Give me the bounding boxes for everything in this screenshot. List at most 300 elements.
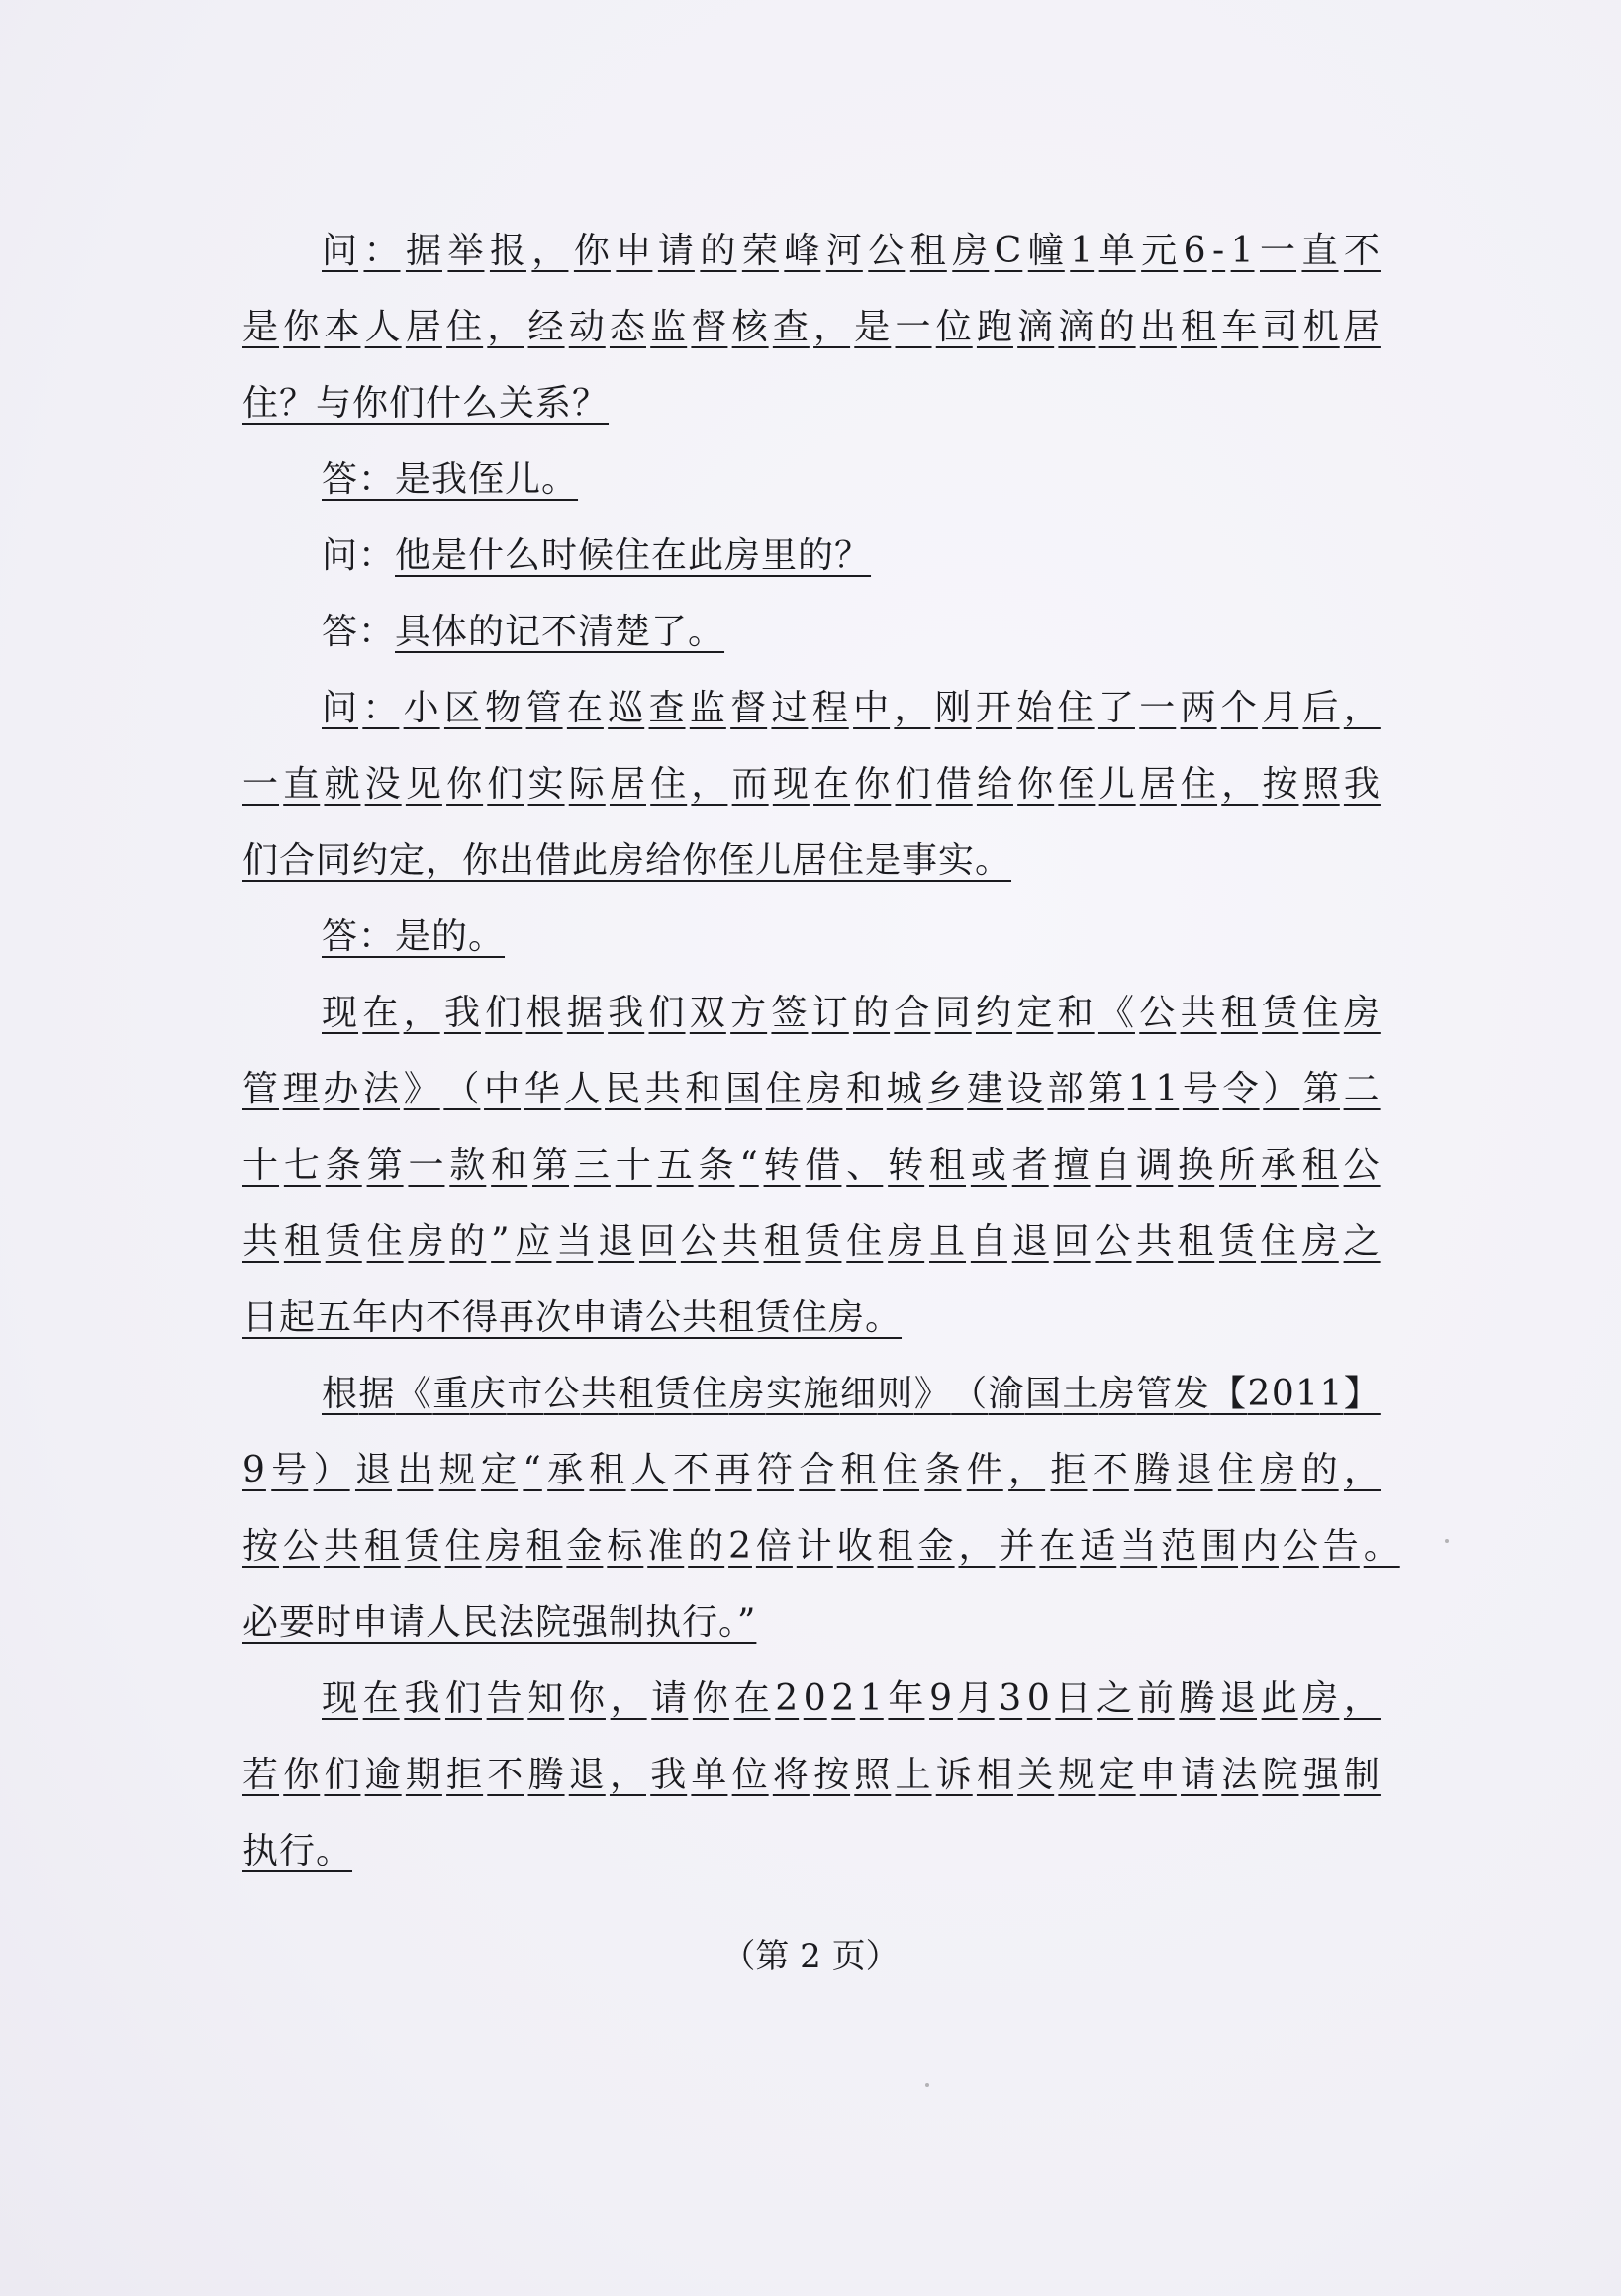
text-glyph: 赁 [805, 1221, 842, 1262]
text-glyph: 共 [323, 1526, 360, 1567]
question-3-line-3: 们合同约定，你出借此房给你侄儿居住是事实。 [242, 840, 1012, 881]
text-glyph: 退 [354, 1450, 392, 1490]
text-glyph: ） [313, 1450, 350, 1490]
text-glyph: 准 [647, 1526, 685, 1567]
text-glyph: 公 [868, 231, 906, 271]
text-glyph: 没 [364, 764, 402, 805]
text-glyph: 赁 [654, 1374, 692, 1414]
text-glyph: 城 [886, 1069, 923, 1109]
text-glyph: 件 [966, 1450, 1003, 1490]
text-glyph: 约 [976, 993, 1013, 1033]
text-glyph: 共 [1180, 993, 1217, 1033]
text-glyph: 你 [573, 231, 611, 271]
text-glyph: 经 [527, 307, 565, 347]
text-glyph: 一 [895, 307, 932, 347]
text-glyph: 一 [1259, 231, 1296, 271]
text-glyph: 设 [1006, 1069, 1044, 1109]
text-glyph: 问 [322, 688, 359, 728]
text-glyph: 我 [443, 993, 481, 1033]
text-glyph: 请 [657, 231, 695, 271]
text-glyph: 我 [1343, 764, 1381, 805]
text-glyph: 住 [444, 1526, 482, 1567]
text-glyph: 2 [831, 1678, 856, 1719]
text-glyph: 机 [1302, 307, 1340, 347]
text-glyph: 个 [1220, 688, 1258, 728]
text-glyph: 上 [895, 1755, 932, 1795]
text-glyph: 十 [615, 1145, 652, 1186]
text-glyph: 租 [1181, 307, 1218, 347]
text-glyph: 在 [813, 764, 851, 805]
text-glyph: 督 [691, 307, 728, 347]
text-glyph: ： [362, 688, 400, 728]
text-glyph: 住 [1260, 1221, 1297, 1262]
text-glyph: 第 [1088, 1069, 1125, 1109]
text-glyph: 退 [1219, 1678, 1257, 1719]
answer-3: 答：是的。 [322, 916, 506, 957]
text-glyph: 公 [680, 1221, 717, 1262]
text-glyph: 的 [1098, 307, 1136, 347]
text-glyph: 0 [1026, 1678, 1051, 1719]
text-glyph: 号 [1182, 1069, 1219, 1109]
text-glyph: 监 [650, 307, 688, 347]
text-glyph: ， [403, 993, 440, 1033]
text-glyph: 据 [566, 993, 604, 1033]
text-glyph: 和 [491, 1145, 528, 1186]
text-glyph: 一 [242, 764, 280, 805]
text-glyph: 的 [688, 1526, 725, 1567]
para-3-line-3: 执行。 [242, 1831, 353, 1871]
text-glyph: 调 [1136, 1145, 1174, 1186]
text-glyph: 住 [883, 1450, 920, 1490]
text-glyph: 不 [673, 1450, 711, 1490]
text-glyph: 巡 [608, 688, 645, 728]
text-glyph: 居 [1343, 307, 1381, 347]
text-glyph: 退 [1011, 1221, 1049, 1262]
text-glyph: 市 [507, 1374, 544, 1414]
text-glyph: 开 [976, 688, 1013, 728]
text-glyph: 《 [1097, 993, 1135, 1033]
text-glyph: 不 [1343, 231, 1381, 271]
text-glyph: 申 [616, 231, 653, 271]
text-glyph: 1 [1155, 1069, 1180, 1109]
text-glyph: 幢 [1027, 231, 1065, 271]
para-3-line-1 [322, 1677, 1381, 1721]
text-glyph: 第 [1302, 1069, 1340, 1109]
text-glyph: 应 [515, 1221, 552, 1262]
text-glyph: 房 [952, 231, 990, 271]
text-glyph: 1 [1127, 1069, 1152, 1109]
text-glyph: 后 [1302, 688, 1340, 728]
text-glyph: 据 [405, 231, 442, 271]
text-glyph: C [994, 231, 1023, 271]
text-glyph: 我 [404, 1678, 441, 1719]
text-glyph: 租 [909, 231, 947, 271]
answer-1 [322, 458, 578, 502]
text-glyph: 1 [1319, 1374, 1344, 1414]
text-glyph: 根 [322, 1374, 359, 1414]
text-glyph: 1 [1295, 1374, 1320, 1414]
text-glyph: 公 [543, 1374, 581, 1414]
text-glyph: 们 [324, 1755, 361, 1795]
text-glyph: 租 [525, 1526, 563, 1567]
text-glyph: 定 [1016, 993, 1054, 1033]
text-glyph: 一 [1139, 688, 1177, 728]
text-glyph: 【 [1210, 1374, 1248, 1414]
text-glyph: 借 [935, 764, 973, 805]
text-glyph: 态 [609, 307, 646, 347]
text-glyph: ， [894, 688, 931, 728]
para-2-line-4: 必要时申请人民法院强制执行。” [242, 1602, 757, 1643]
para-1-line-1 [322, 992, 1381, 1035]
text-glyph: 围 [1201, 1526, 1239, 1567]
text-glyph: 监 [689, 688, 726, 728]
text-glyph: 定 [1098, 1755, 1136, 1795]
text-glyph: 承 [1260, 1145, 1297, 1186]
text-glyph: 照 [854, 1755, 892, 1795]
text-glyph: 而 [731, 764, 769, 805]
text-glyph: 住 [446, 307, 484, 347]
text-glyph: 住 [650, 764, 688, 805]
text-glyph: 之 [1343, 1221, 1381, 1262]
text-glyph: 办 [323, 1069, 360, 1109]
text-glyph: 租 [929, 1145, 967, 1186]
text-glyph: 条 [924, 1450, 962, 1490]
text-glyph: 们 [648, 993, 686, 1033]
text-glyph: 过 [771, 688, 809, 728]
text-glyph: ， [691, 764, 728, 805]
text-glyph: ： [363, 231, 401, 271]
text-glyph: 中 [484, 1069, 522, 1109]
text-glyph: 租 [1301, 1145, 1339, 1186]
text-glyph: 再 [715, 1450, 752, 1490]
text-glyph: 租 [840, 1450, 878, 1490]
text-glyph: （ [951, 1374, 989, 1414]
text-glyph: 且 [929, 1221, 967, 1262]
text-glyph: 1 [859, 1678, 884, 1719]
text-glyph: 你 [1017, 764, 1055, 805]
text-glyph: 0 [1271, 1374, 1295, 1414]
text-glyph: 房 [1260, 1450, 1297, 1490]
text-glyph: 人 [564, 1069, 602, 1109]
text-glyph: 法 [1221, 1755, 1259, 1795]
text-glyph: 刚 [934, 688, 972, 728]
text-glyph: 9 [242, 1450, 266, 1490]
text-glyph: 租 [877, 1526, 914, 1567]
text-glyph: 了 [1097, 688, 1135, 728]
text-glyph: 实 [766, 1374, 804, 1414]
text-glyph: 、 [846, 1145, 884, 1186]
text-glyph: 发 [1173, 1374, 1210, 1414]
text-glyph: 范 [1161, 1526, 1198, 1567]
text-glyph: 人 [630, 1450, 668, 1490]
text-glyph: 一 [408, 1145, 445, 1186]
text-glyph: 不 [487, 1755, 524, 1795]
text-glyph: 的 [1301, 1450, 1339, 1490]
text-glyph: 0 [803, 1678, 827, 1719]
text-glyph: 理 [282, 1069, 320, 1109]
text-glyph: 年 [888, 1678, 925, 1719]
text-glyph: 1 [1070, 231, 1095, 271]
text-glyph: 两 [1180, 688, 1217, 728]
text-glyph: 报 [489, 231, 526, 271]
text-glyph: 双 [689, 993, 726, 1033]
text-glyph: 月 [957, 1678, 995, 1719]
text-glyph: 条 [698, 1145, 735, 1186]
text-glyph: 们 [895, 764, 932, 805]
question-1-line-2 [242, 306, 1381, 349]
text-glyph: “ [739, 1145, 759, 1186]
text-glyph: ） [1263, 1069, 1300, 1109]
text-glyph: 共 [242, 1221, 280, 1262]
text-glyph: 按 [813, 1755, 851, 1795]
text-glyph: 。 [1363, 1526, 1400, 1567]
question-1-line-3: 住？与你们什么关系？ [242, 383, 610, 424]
question-1-line-1 [322, 230, 1381, 273]
text-glyph: 申 [1139, 1755, 1177, 1795]
text-glyph: 问 [322, 231, 359, 271]
text-glyph: 1 [1230, 231, 1255, 271]
text-glyph: 中 [853, 688, 891, 728]
text-glyph: 按 [242, 1526, 280, 1567]
text-glyph: 据 [358, 1374, 396, 1414]
text-glyph: 腾 [1179, 1678, 1216, 1719]
text-glyph: 司 [1262, 307, 1299, 347]
text-glyph: 出 [397, 1450, 434, 1490]
text-glyph: 是 [242, 307, 280, 347]
text-glyph: 乡 [926, 1069, 964, 1109]
text-glyph: 此 [1261, 1678, 1298, 1719]
text-glyph: 举 [447, 231, 485, 271]
text-glyph: 十 [242, 1145, 280, 1186]
text-glyph: 渝 [988, 1374, 1025, 1414]
text-glyph: 赁 [404, 1526, 441, 1567]
text-glyph: 侄 [1058, 764, 1096, 805]
text-glyph: 房 [806, 1069, 843, 1109]
text-glyph: 定 [481, 1450, 519, 1490]
text-glyph: 你 [283, 307, 321, 347]
text-glyph: 现 [772, 764, 810, 805]
text-glyph: 在 [362, 1678, 400, 1719]
text-glyph: 合 [799, 1450, 836, 1490]
text-glyph: 承 [547, 1450, 585, 1490]
text-glyph: 逾 [364, 1755, 402, 1795]
text-glyph: 9 [929, 1678, 953, 1719]
text-glyph: 条 [325, 1145, 362, 1186]
text-glyph: “ [523, 1450, 542, 1490]
text-glyph: 倍 [755, 1526, 793, 1567]
text-glyph: 在 [566, 688, 604, 728]
text-glyph: 相 [976, 1755, 1013, 1795]
text-glyph: 物 [485, 688, 523, 728]
text-glyph: 居 [609, 764, 646, 805]
text-glyph: 核 [731, 307, 769, 347]
text-glyph: 出 [1139, 307, 1177, 347]
text-glyph: 请 [651, 1678, 689, 1719]
text-glyph: 不 [1092, 1450, 1129, 1490]
text-glyph: 公 [1095, 1221, 1132, 1262]
text-glyph: 腾 [1134, 1450, 1172, 1490]
text-glyph: 收 [836, 1526, 874, 1567]
text-glyph: 退 [598, 1221, 635, 1262]
text-glyph: 共 [580, 1374, 618, 1414]
text-glyph: 在 [1039, 1526, 1077, 1567]
text-glyph: 见 [405, 764, 442, 805]
text-glyph: 法 [363, 1069, 401, 1109]
text-glyph: 退 [1176, 1450, 1213, 1490]
answer-1-text: 是我侄儿。 [395, 459, 579, 500]
text-glyph: 回 [638, 1221, 676, 1262]
text-glyph: 按 [1262, 764, 1299, 805]
text-glyph: 你 [446, 764, 484, 805]
text-glyph: ， [609, 1755, 646, 1795]
text-glyph: 共 [721, 1221, 759, 1262]
text-glyph: 2 [775, 1678, 800, 1719]
text-glyph: （ [443, 1069, 481, 1109]
text-glyph: 查 [648, 688, 686, 728]
text-glyph: ， [487, 307, 524, 347]
text-glyph: 房 [1302, 1678, 1340, 1719]
para-2-line-3 [242, 1525, 1400, 1569]
text-glyph: 直 [1301, 231, 1339, 271]
question-3-line-2 [242, 763, 1381, 807]
text-glyph: 的 [853, 993, 891, 1033]
text-glyph: ， [1343, 1678, 1381, 1719]
text-glyph: 关 [1017, 1755, 1055, 1795]
text-glyph: 房 [888, 1221, 925, 1262]
page-number: （第 2 页） [721, 1937, 900, 1976]
text-glyph: 换 [1178, 1145, 1215, 1186]
text-glyph: 国 [1025, 1374, 1063, 1414]
text-glyph: 小 [403, 688, 440, 728]
text-glyph: 住 [846, 1221, 884, 1262]
text-glyph: 并 [999, 1526, 1036, 1567]
text-glyph: 我 [650, 1755, 688, 1795]
text-glyph: 的 [449, 1221, 487, 1262]
text-glyph: 和 [1057, 993, 1095, 1033]
text-glyph: 们 [444, 1678, 482, 1719]
text-glyph: 五 [656, 1145, 694, 1186]
text-glyph: 的 [700, 231, 737, 271]
text-glyph: 则 [877, 1374, 914, 1414]
text-glyph: 住 [1302, 993, 1340, 1033]
text-glyph: 庆 [469, 1374, 507, 1414]
text-glyph: 照 [1302, 764, 1340, 805]
text-glyph: 租 [363, 1526, 401, 1567]
text-glyph: 单 [1098, 231, 1136, 271]
text-glyph: ， [813, 307, 851, 347]
text-glyph: 位 [731, 1755, 769, 1795]
text-glyph: 是 [854, 307, 892, 347]
text-glyph: 款 [449, 1145, 487, 1186]
text-glyph: 部 [1047, 1069, 1085, 1109]
text-glyph: 第 [532, 1145, 570, 1186]
scan-speck [925, 2083, 929, 2087]
text-glyph: ， [958, 1526, 996, 1567]
text-glyph: 和 [685, 1069, 722, 1109]
text-glyph: 租 [589, 1450, 626, 1490]
text-glyph: 当 [556, 1221, 594, 1262]
text-glyph: 本 [324, 307, 361, 347]
para-2-line-1 [322, 1373, 1381, 1416]
text-glyph: 元 [1141, 231, 1179, 271]
text-glyph: ， [1221, 764, 1259, 805]
question-3-line-1 [322, 687, 1381, 730]
text-glyph: 回 [1053, 1221, 1091, 1262]
text-glyph: 现 [322, 993, 359, 1033]
text-glyph: 程 [811, 688, 849, 728]
text-glyph: 租 [763, 1221, 801, 1262]
text-glyph: ， [1343, 1450, 1381, 1490]
text-glyph: 院 [1262, 1755, 1299, 1795]
question-2-prefix: 问： [322, 535, 396, 576]
text-glyph: 日 [1055, 1678, 1093, 1719]
text-glyph: 管 [525, 688, 563, 728]
text-glyph: 方 [730, 993, 768, 1033]
text-glyph: 公 [1139, 993, 1177, 1033]
para-3-line-2 [242, 1754, 1381, 1797]
text-glyph: 们 [487, 764, 524, 805]
text-glyph: 建 [967, 1069, 1004, 1109]
text-glyph: 公 [1282, 1526, 1319, 1567]
text-glyph: 第 [366, 1145, 404, 1186]
text-glyph: 令 [1222, 1069, 1260, 1109]
text-glyph: ” [491, 1221, 511, 1262]
text-glyph: 住 [692, 1374, 729, 1414]
text-glyph: 给 [976, 764, 1013, 805]
text-glyph: 租 [618, 1374, 655, 1414]
text-glyph: 若 [242, 1755, 280, 1795]
text-glyph: 细 [839, 1374, 877, 1414]
text-glyph: 你 [854, 764, 892, 805]
text-glyph: 荣 [741, 231, 779, 271]
text-glyph: 租 [1178, 1221, 1215, 1262]
text-glyph: 住 [366, 1221, 404, 1262]
text-glyph: 》 [403, 1069, 440, 1109]
para-1-line-5: 日起五年内不得再次申请公共租赁住房。 [242, 1297, 903, 1338]
text-glyph: 管 [1136, 1374, 1174, 1414]
para-1-line-2 [242, 1068, 1381, 1111]
text-glyph: 你 [283, 1755, 321, 1795]
text-glyph: 车 [1221, 307, 1259, 347]
text-glyph: 动 [568, 307, 606, 347]
answer-2-text: 具体的记不清楚了。 [395, 612, 725, 652]
text-glyph: 标 [607, 1526, 644, 1567]
text-glyph: 者 [1011, 1145, 1049, 1186]
text-glyph: - [1211, 231, 1226, 271]
text-glyph: 擅 [1053, 1145, 1091, 1186]
text-glyph: 计 [796, 1526, 833, 1567]
text-glyph: 签 [771, 993, 809, 1033]
answer-2 [322, 611, 724, 654]
text-glyph: 施 [803, 1374, 840, 1414]
text-glyph: 滴 [1017, 307, 1055, 347]
text-glyph: 住 [1217, 1450, 1255, 1490]
text-glyph: 自 [970, 1221, 1007, 1262]
text-glyph: 号 [271, 1450, 309, 1490]
text-glyph: 土 [1062, 1374, 1099, 1414]
text-glyph: 腾 [527, 1755, 565, 1795]
text-glyph: 租 [1220, 993, 1258, 1033]
text-glyph: 区 [443, 688, 481, 728]
text-glyph: 就 [324, 764, 361, 805]
answer-1-prefix: 答： [322, 459, 396, 500]
text-glyph: 重 [432, 1374, 470, 1414]
text-glyph: 拒 [1050, 1450, 1088, 1490]
text-glyph: ， [1343, 688, 1381, 728]
text-glyph: 在 [362, 993, 400, 1033]
text-glyph: 赁 [325, 1221, 362, 1262]
text-glyph: 住 [1181, 764, 1218, 805]
